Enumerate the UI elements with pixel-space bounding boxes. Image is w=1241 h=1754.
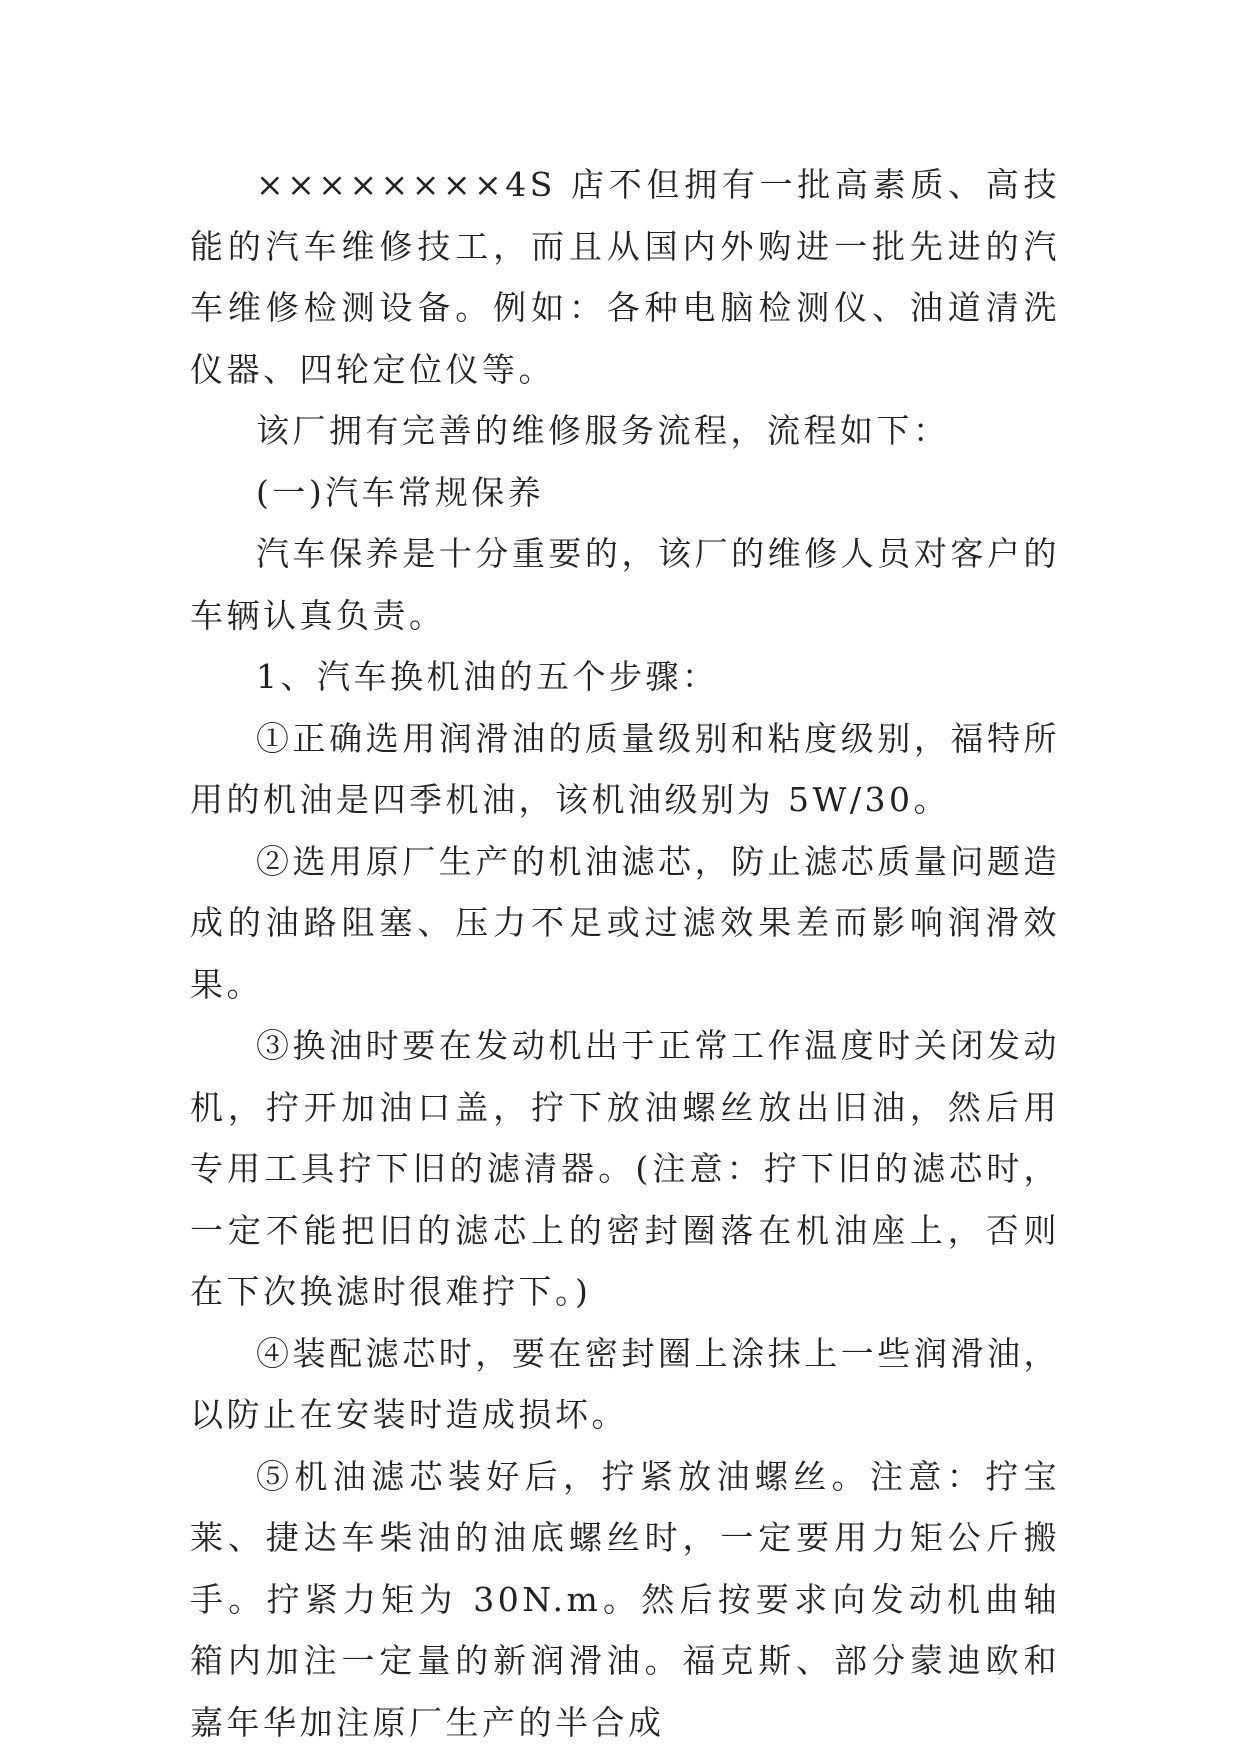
step-2: ②选用原厂生产的机油滤芯，防止滤芯质量问题造成的油路阻塞、压力不足或过滤效果差而影响润滑效果。 [190, 841, 1060, 1004]
paragraph-process: 该厂拥有完善的维修服务流程，流程如下： [256, 411, 950, 450]
paragraph-maintenance: 汽车保养是十分重要的，该厂的维修人员对客户的车辆认真负责。 [190, 534, 1060, 635]
step-5: ⑤机油滤芯装好后，拧紧放油螺丝。注意：拧宝莱、捷达车柴油的油底螺丝时，一定要用力矩公斤搬手。拧紧力矩为 30N.m。然后按要求向发动机曲轴箱内加注一定量的新润滑油。福克斯、部分蒙迪欧和嘉年华加注原厂生产的半合成 [190, 1456, 1060, 1742]
section-heading: (一)汽车常规保养 [256, 472, 545, 512]
step-4: ④装配滤芯时，要在密封圈上涂抹上一些润滑油，以防止在安装时造成损坏。 [190, 1333, 1060, 1434]
body-text [190, 154, 1060, 1753]
paragraph-intro: ××××××××4S 店不但拥有一批高素质、高技能的汽车维修技工，而且从国内外购进一批先进的汽车维修检测设备。例如：各种电脑检测仪、油道清洗仪器、四轮定位仪等。 [190, 165, 1060, 389]
step-1: ①正确选用润滑油的质量级别和粘度级别，福特所用的机油是四季机油，该机油级别为 5W/30。 [190, 718, 1060, 819]
subsection-heading: 1、汽车换机油的五个步骤： [256, 657, 719, 696]
step-3: ③换油时要在发动机出于正常工作温度时关闭发动机，拧开加油口盖，拧下放油螺丝放出旧油，然后用专用工具拧下旧的滤清器。(注意：拧下旧的滤芯时，一定不能把旧的滤芯上的密封圈落在机油座上，否则在下次换滤时很难拧下。) [190, 1026, 1060, 1311]
